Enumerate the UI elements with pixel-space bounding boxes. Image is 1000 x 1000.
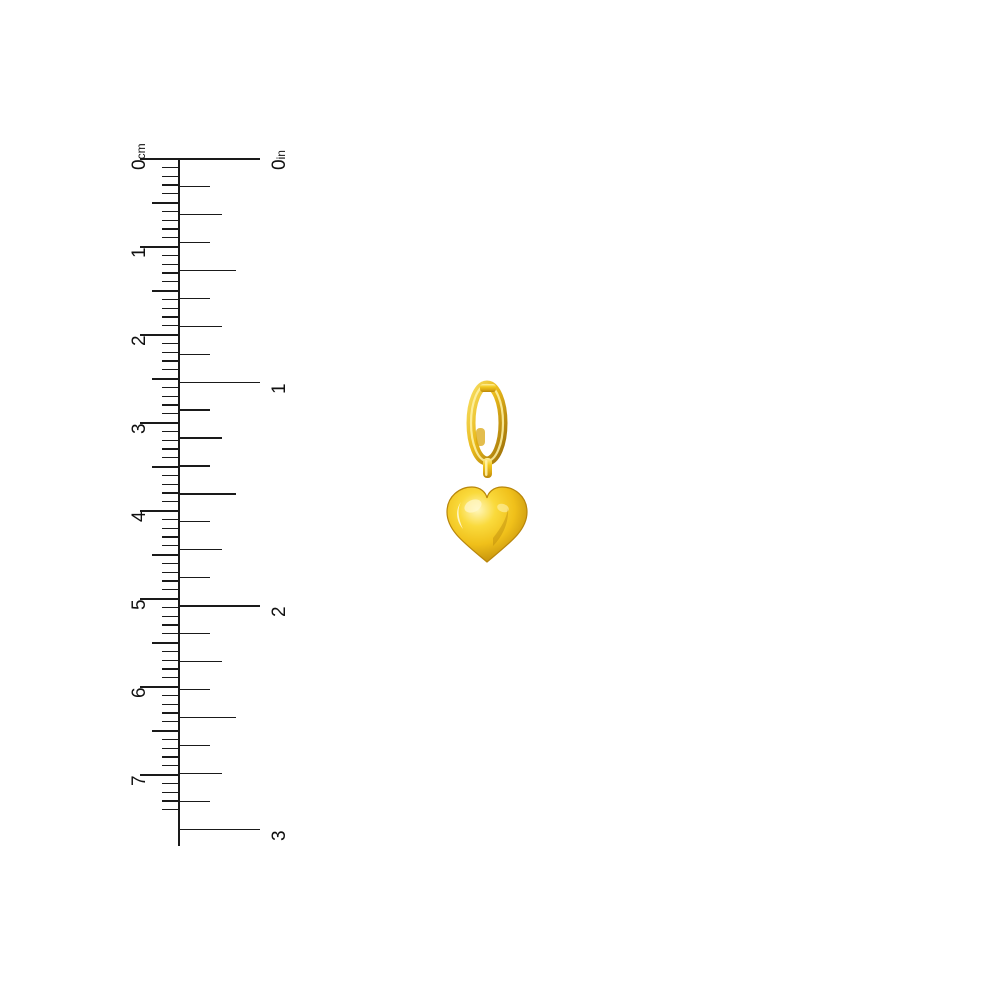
ruler-tick-cm bbox=[162, 343, 178, 344]
ruler-tick-cm bbox=[162, 809, 178, 810]
ruler-tick-cm bbox=[162, 457, 178, 458]
ruler-tick-cm bbox=[162, 369, 178, 370]
ruler-label-cm: 0cm bbox=[129, 143, 150, 170]
ruler-tick-cm bbox=[152, 730, 178, 732]
ruler-tick-in bbox=[180, 689, 210, 690]
ruler-tick-cm bbox=[162, 739, 178, 740]
ruler-tick-cm bbox=[152, 642, 178, 644]
ruler-tick-cm bbox=[162, 308, 178, 309]
ruler-tick-cm bbox=[162, 651, 178, 652]
ruler-tick-cm bbox=[162, 193, 178, 194]
ruler-tick-cm bbox=[162, 756, 178, 757]
ruler-tick-in bbox=[180, 382, 260, 384]
heart-charm-shape bbox=[447, 487, 527, 562]
ruler-tick-cm bbox=[162, 572, 178, 573]
product-photo bbox=[430, 370, 590, 600]
ruler-tick-in bbox=[180, 242, 210, 243]
ruler-tick-cm bbox=[162, 501, 178, 502]
ruler-tick-cm bbox=[162, 677, 178, 678]
ruler-unit-in: in bbox=[274, 150, 288, 160]
ruler-tick-cm bbox=[162, 765, 178, 766]
ruler-tick-in bbox=[180, 270, 236, 272]
ruler-tick-in bbox=[180, 661, 222, 662]
ruler-tick-cm bbox=[162, 228, 178, 229]
ruler-tick-in bbox=[180, 298, 210, 299]
ruler-tick-cm bbox=[152, 554, 178, 556]
ruler-tick-cm bbox=[162, 589, 178, 590]
ruler-tick-in bbox=[180, 186, 210, 187]
ruler-tick-cm bbox=[162, 792, 178, 793]
ruler-tick-cm bbox=[162, 255, 178, 256]
ruler-tick-in bbox=[180, 829, 260, 831]
ruler-tick-in bbox=[180, 773, 222, 774]
ruler-tick-cm bbox=[162, 184, 178, 185]
ruler-tick-cm bbox=[162, 580, 178, 581]
ruler-label-in: 3 bbox=[269, 829, 290, 841]
ruler-spine bbox=[178, 158, 180, 846]
ruler-tick-cm bbox=[162, 616, 178, 617]
ruler-tick-cm bbox=[152, 290, 178, 292]
ruler-tick-cm bbox=[162, 360, 178, 361]
ruler-tick-cm bbox=[162, 704, 178, 705]
ruler-tick-cm bbox=[162, 396, 178, 397]
ruler-tick-cm bbox=[162, 536, 178, 537]
ruler-tick-in bbox=[180, 465, 210, 466]
ruler-tick-cm bbox=[162, 440, 178, 441]
ruler-label-cm: 6 bbox=[129, 687, 150, 698]
ruler-tick-cm bbox=[152, 466, 178, 468]
ruler-label-in: 1 bbox=[269, 382, 290, 394]
ruler-tick-cm bbox=[162, 316, 178, 317]
ruler-tick-cm bbox=[162, 484, 178, 485]
ruler-tick-cm bbox=[162, 633, 178, 634]
ruler-tick-in bbox=[180, 717, 236, 719]
ruler-tick-cm bbox=[162, 352, 178, 353]
ruler-tick-cm bbox=[152, 378, 178, 380]
ruler-tick-cm bbox=[162, 607, 178, 608]
ruler-tick-in bbox=[180, 158, 260, 160]
ruler-tick-cm bbox=[162, 211, 178, 212]
ruler-tick-cm bbox=[162, 325, 178, 326]
ruler-tick-cm bbox=[162, 545, 178, 546]
ruler-label-in: 0in bbox=[269, 150, 290, 170]
ruler-tick-in bbox=[180, 633, 210, 634]
ruler-tick-cm bbox=[162, 272, 178, 273]
ruler-tick-cm bbox=[162, 721, 178, 722]
measurement-ruler bbox=[70, 143, 290, 850]
ruler-tick-cm bbox=[162, 519, 178, 520]
ruler-tick-in bbox=[180, 745, 210, 746]
ruler-unit-cm: cm bbox=[134, 143, 148, 160]
ruler-tick-cm bbox=[162, 800, 178, 801]
ruler-tick-cm bbox=[162, 404, 178, 405]
ruler-tick-cm bbox=[162, 167, 178, 168]
ruler-tick-cm bbox=[162, 176, 178, 177]
ruler-label-cm: 4 bbox=[129, 511, 150, 522]
ruler-label-cm: 7 bbox=[129, 775, 150, 786]
ruler-tick-cm bbox=[162, 492, 178, 493]
ruler-label-cm: 1 bbox=[129, 247, 150, 258]
ruler-tick-cm bbox=[152, 202, 178, 204]
ruler-tick-in bbox=[180, 326, 222, 327]
ruler-tick-cm bbox=[162, 748, 178, 749]
ruler-tick-in bbox=[180, 801, 210, 802]
ruler-tick-cm bbox=[162, 475, 178, 476]
ruler-tick-in bbox=[180, 409, 210, 410]
ruler-tick-cm bbox=[162, 220, 178, 221]
ruler-tick-cm bbox=[162, 712, 178, 713]
ruler-label-cm: 2 bbox=[129, 335, 150, 346]
ruler-label-in: 2 bbox=[269, 606, 290, 617]
ruler-tick-in bbox=[180, 521, 210, 522]
ruler-tick-in bbox=[180, 549, 222, 550]
ruler-tick-cm bbox=[162, 281, 178, 282]
huggie-hoop-shape bbox=[471, 384, 503, 461]
ruler-tick-cm bbox=[162, 660, 178, 661]
ruler-tick-cm bbox=[162, 448, 178, 449]
ruler-tick-in bbox=[180, 354, 210, 355]
ruler-tick-cm bbox=[162, 387, 178, 388]
charm-link-shape bbox=[483, 458, 492, 478]
ruler-label-cm: 5 bbox=[129, 599, 150, 610]
ruler-tick-cm bbox=[162, 431, 178, 432]
ruler-tick-in bbox=[180, 605, 260, 607]
ruler-tick-in bbox=[180, 214, 222, 215]
ruler-tick-cm bbox=[162, 695, 178, 696]
ruler-tick-cm bbox=[162, 783, 178, 784]
ruler-tick-in bbox=[180, 577, 210, 578]
ruler-tick-cm bbox=[162, 264, 178, 265]
ruler-tick-cm bbox=[162, 624, 178, 625]
ruler-tick-in bbox=[180, 493, 236, 495]
ruler-label-cm: 3 bbox=[129, 423, 150, 434]
ruler-tick-cm bbox=[162, 237, 178, 238]
ruler-tick-in bbox=[180, 437, 222, 438]
ruler-tick-cm bbox=[162, 563, 178, 564]
ruler-tick-cm bbox=[162, 299, 178, 300]
ruler-tick-cm bbox=[162, 668, 178, 669]
ruler-tick-cm bbox=[162, 413, 178, 414]
ruler-tick-cm bbox=[162, 528, 178, 529]
